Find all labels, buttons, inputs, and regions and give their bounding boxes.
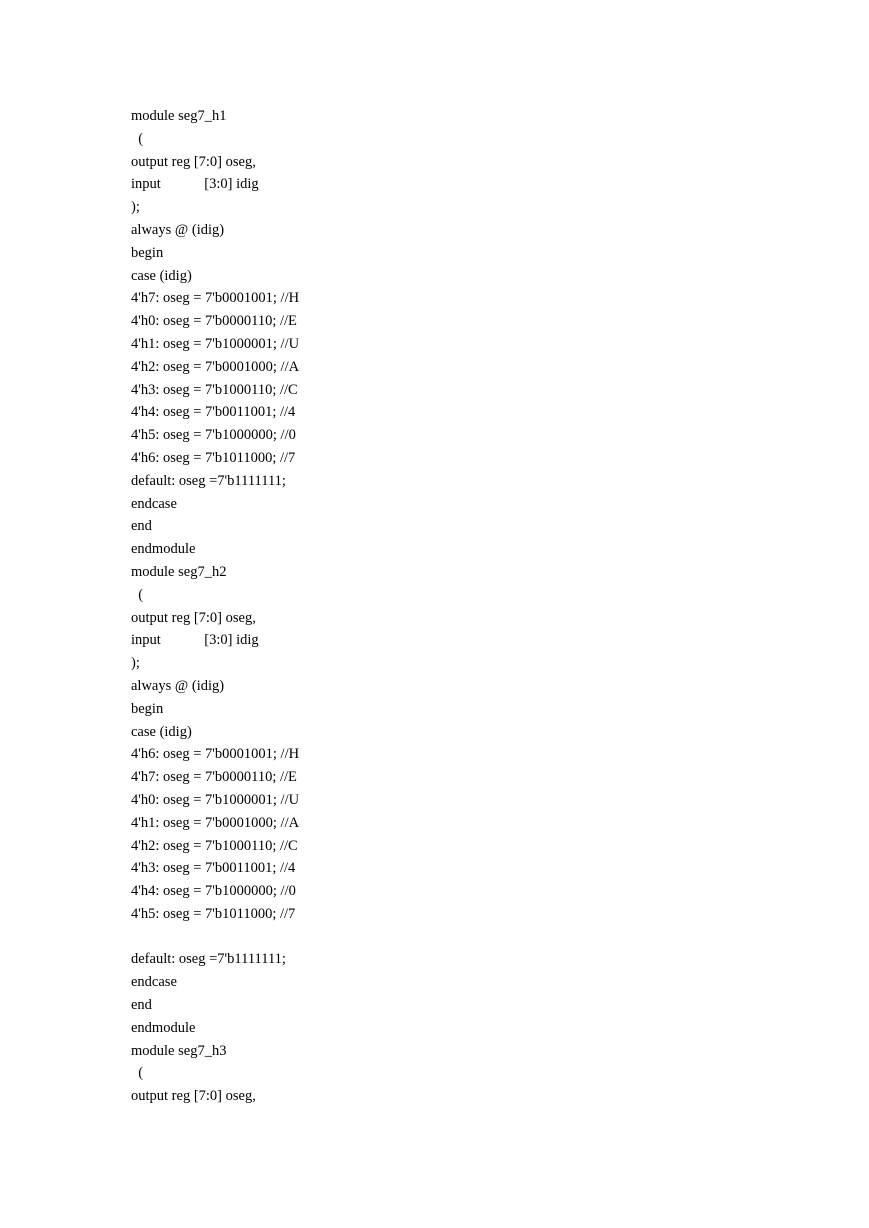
- code-line: module seg7_h2: [131, 563, 227, 580]
- code-line: 4'h3: oseg = 7'b1000110; //C: [131, 381, 298, 398]
- code-line: (: [131, 586, 144, 603]
- code-line: (: [131, 130, 144, 147]
- verilog-code-block: [131, 105, 299, 1108]
- code-line: begin: [131, 700, 164, 717]
- code-line: default: oseg =7'b1111111;: [131, 951, 286, 968]
- code-line: 4'h2: oseg = 7'b0001000; //A: [131, 358, 300, 375]
- code-line: 4'h5: oseg = 7'b1011000; //7: [131, 905, 296, 922]
- code-line: endmodule: [131, 541, 196, 558]
- code-line: 4'h1: oseg = 7'b0001000; //A: [131, 814, 300, 831]
- code-line: case (idig): [131, 723, 192, 740]
- code-line: output reg [7:0] oseg,: [131, 609, 256, 626]
- code-line: 4'h2: oseg = 7'b1000110; //C: [131, 837, 298, 854]
- code-line: (: [131, 1065, 144, 1082]
- code-line: always @ (idig): [131, 677, 225, 694]
- code-line: begin: [131, 244, 164, 261]
- code-line: always @ (idig): [131, 221, 225, 238]
- code-line: 4'h7: oseg = 7'b0001001; //H: [131, 290, 300, 307]
- code-line: 4'h1: oseg = 7'b1000001; //U: [131, 335, 300, 352]
- code-line: module seg7_h1: [131, 108, 227, 124]
- code-line: input [3:0] idig: [131, 632, 259, 649]
- code-line: case (idig): [131, 267, 192, 284]
- code-line: 4'h3: oseg = 7'b0011001; //4: [131, 860, 296, 877]
- code-line: output reg [7:0] oseg,: [131, 1088, 256, 1105]
- code-line: 4'h4: oseg = 7'b0011001; //4: [131, 404, 296, 421]
- code-line: end: [131, 997, 152, 1014]
- code-line: );: [131, 199, 140, 216]
- code-line: endmodule: [131, 1019, 196, 1036]
- code-line: 4'h0: oseg = 7'b1000001; //U: [131, 791, 300, 808]
- code-line: 4'h4: oseg = 7'b1000000; //0: [131, 883, 296, 900]
- code-line: endcase: [131, 495, 177, 512]
- code-line: 4'h0: oseg = 7'b0000110; //E: [131, 313, 297, 330]
- code-line: );: [131, 655, 140, 672]
- code-line: input [3:0] idig: [131, 176, 259, 193]
- code-line: default: oseg =7'b1111111;: [131, 472, 286, 489]
- code-line: 4'h6: oseg = 7'b1011000; //7: [131, 449, 296, 466]
- code-line: module seg7_h3: [131, 1042, 227, 1059]
- blank-line: [131, 926, 299, 949]
- code-line: end: [131, 518, 152, 535]
- code-line: endcase: [131, 974, 177, 991]
- code-line: 4'h6: oseg = 7'b0001001; //H: [131, 746, 300, 763]
- code-line: 4'h7: oseg = 7'b0000110; //E: [131, 769, 297, 786]
- code-line: output reg [7:0] oseg,: [131, 153, 256, 170]
- code-line: 4'h5: oseg = 7'b1000000; //0: [131, 427, 296, 444]
